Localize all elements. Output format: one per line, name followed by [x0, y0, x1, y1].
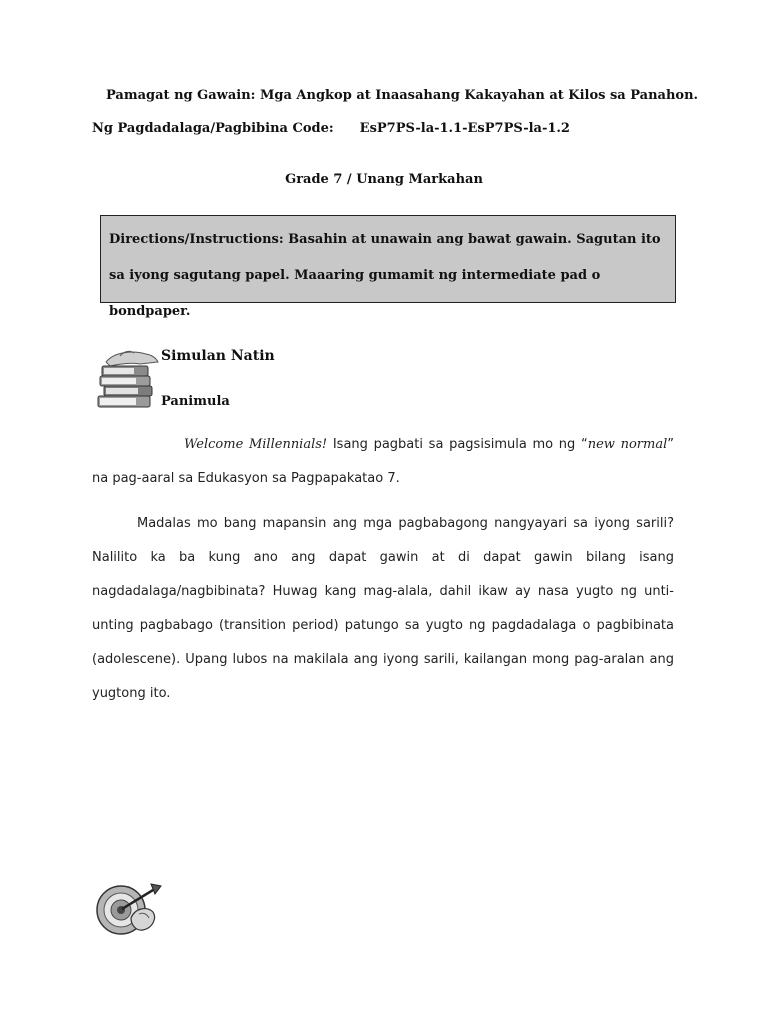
- code-label: Ng Pagdadalaga/Pagbibina Code:: [92, 121, 334, 136]
- directions-box: Directions/Instructions: Basahin at unawain ang bawat gawain. Sagutan ito sa iyong sagutang papel. Maaaring gumamit ng intermediate pad o bondpaper.: [100, 215, 676, 303]
- greeting-text: Isang pagbati sa pagsisimula mo ng “: [327, 437, 588, 452]
- code-row: [92, 121, 570, 136]
- books-icon: [96, 348, 162, 410]
- section-subtitle: Panimula: [161, 394, 230, 409]
- body-paragraph: Madalas mo bang mapansin ang mga pagbabagong nangyayari sa iyong sarili? Nalilito ka ba kung ano ang dapat gawin at di dapat gawin bilang isang nagdadalaga/nagbibinata? Huwag kang mag-alala, dahil ikaw ay nasa yugto ng unti-unting pagbabago (transition period) patungo sa yugto ng pagdadalaga o pagbibinata (adolescene). Upang lubos na makilala ang iyong sarili, kailangan mong pag-aralan ang yugtong ito.: [92, 516, 674, 701]
- section-title: Simulan Natin: [161, 348, 275, 364]
- code-value: EsP7PS-la-1.1-EsP7PS-la-1.2: [359, 121, 570, 136]
- new-normal-term: new normal: [587, 437, 668, 452]
- greeting-text-end: ” na pag-aaral sa Edukasyon sa Pagpapakatao 7.: [92, 437, 674, 486]
- welcome-text: Welcome Millennials!: [184, 437, 328, 452]
- activity-title: Pamagat ng Gawain: Mga Angkop at Inaasahang Kakayahan at Kilos sa Panahon.: [106, 88, 699, 103]
- target-icon: [95, 874, 167, 940]
- grade-quarter: Grade 7 / Unang Markahan: [285, 172, 483, 187]
- intro-paragraph: [92, 428, 674, 496]
